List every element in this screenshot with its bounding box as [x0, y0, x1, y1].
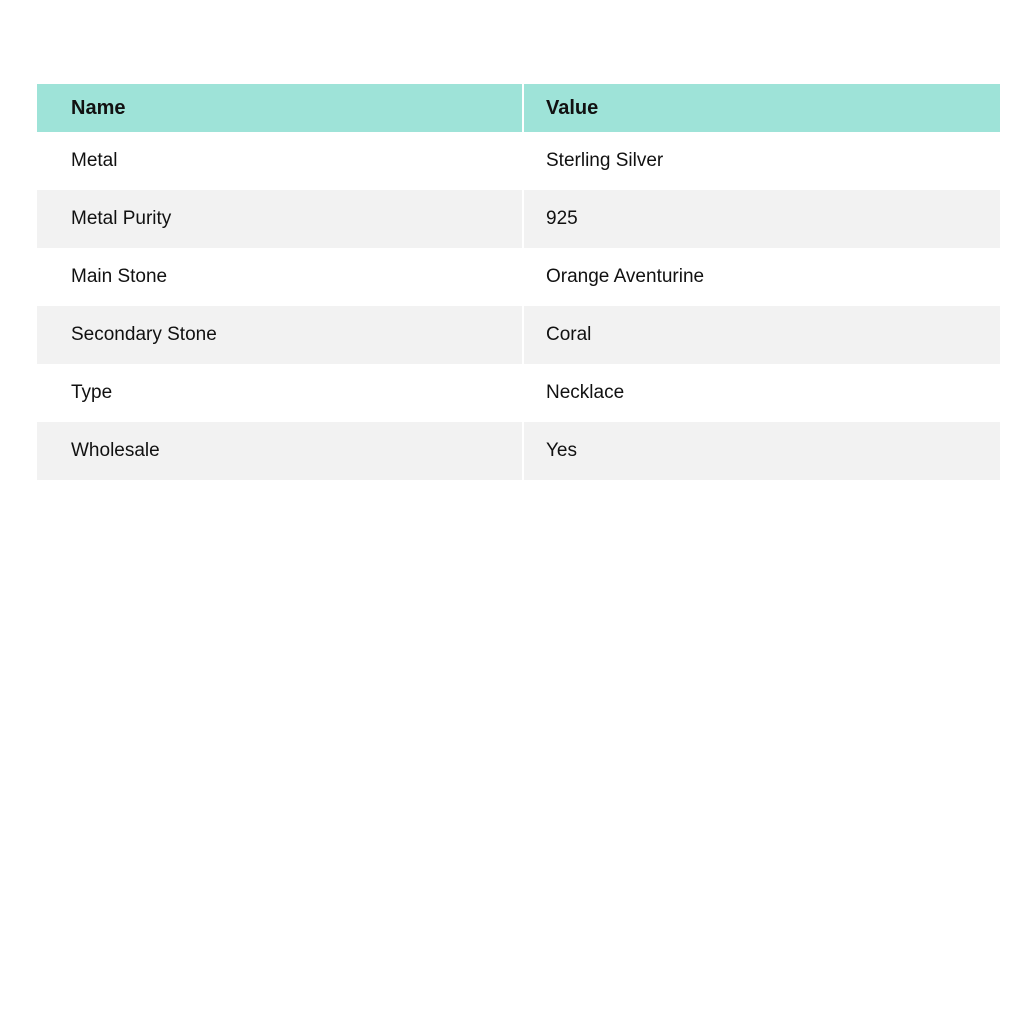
spec-name: Metal Purity: [37, 190, 523, 248]
spec-value: 925: [523, 190, 1000, 248]
spec-name: Metal: [37, 132, 523, 190]
table-row: [37, 306, 1000, 364]
table-row: [37, 248, 1000, 306]
header-name: Name: [37, 84, 523, 132]
spec-name: Wholesale: [37, 422, 523, 480]
header-row: [37, 84, 1000, 132]
spec-value: Orange Aventurine: [523, 248, 1000, 306]
table-row: [37, 190, 1000, 248]
table-row: [37, 364, 1000, 422]
spec-name: Secondary Stone: [37, 306, 523, 364]
spec-table: [37, 84, 1000, 480]
spec-value: Coral: [523, 306, 1000, 364]
spec-name: Main Stone: [37, 248, 523, 306]
table-row: [37, 132, 1000, 190]
table-body: [37, 132, 1000, 480]
spec-name: Type: [37, 364, 523, 422]
spec-value: Necklace: [523, 364, 1000, 422]
table-header: [37, 84, 1000, 132]
table-row: [37, 422, 1000, 480]
header-value: Value: [523, 84, 1000, 132]
spec-value: Yes: [523, 422, 1000, 480]
spec-value: Sterling Silver: [523, 132, 1000, 190]
